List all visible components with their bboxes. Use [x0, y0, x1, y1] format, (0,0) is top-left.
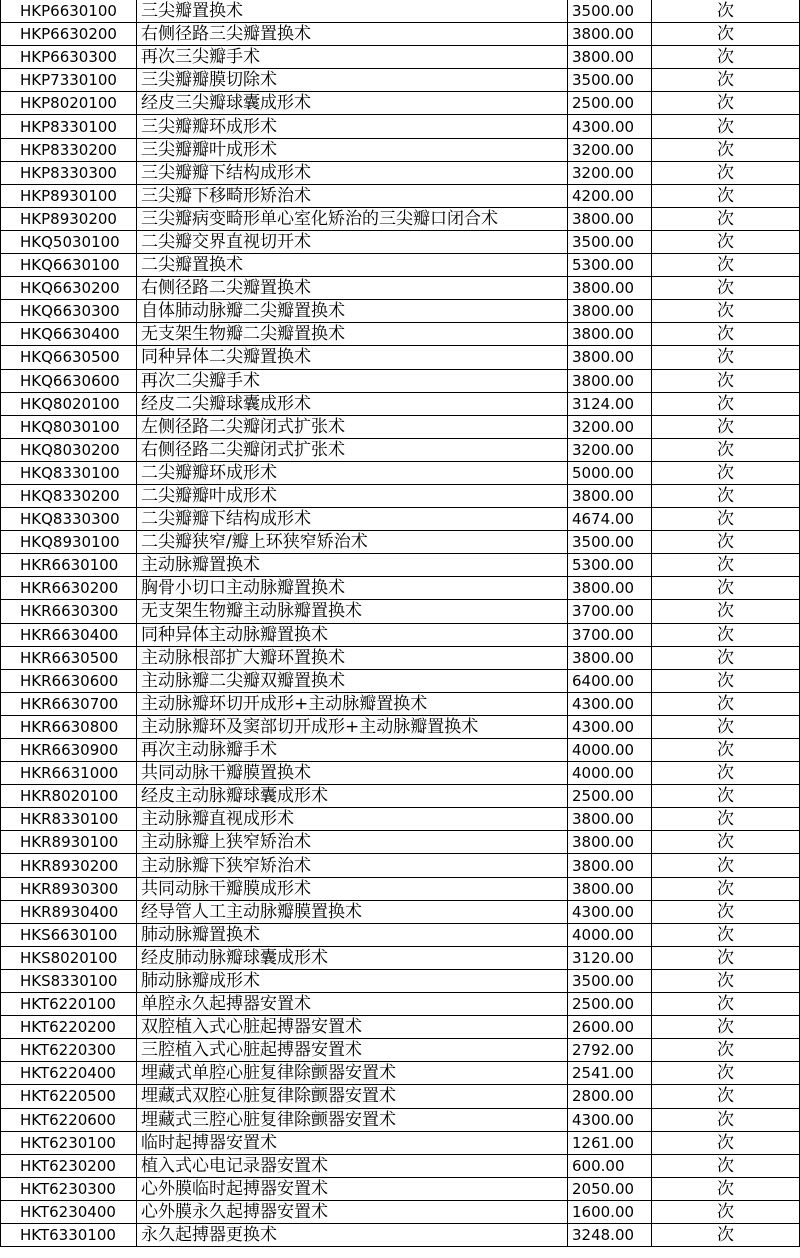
item-name-cell: 三尖瓣病变畸形单心室化矫治的三尖瓣口闭合术	[137, 207, 568, 230]
table-row	[1, 531, 800, 554]
item-price-cell: 3200.00	[568, 415, 652, 438]
item-unit-cell: 次	[652, 946, 800, 969]
table-row	[1, 762, 800, 785]
table-row	[1, 438, 800, 461]
item-code-cell: HKR6631000	[1, 762, 137, 785]
table-row	[1, 46, 800, 69]
item-price-cell: 2600.00	[568, 1016, 652, 1039]
item-name-cell: 自体肺动脉瓣二尖瓣置换术	[137, 300, 568, 323]
table-row	[1, 484, 800, 507]
item-code-cell: HKQ8030100	[1, 415, 137, 438]
item-name-cell: 右侧径路二尖瓣闭式扩张术	[137, 438, 568, 461]
item-price-cell: 3120.00	[568, 946, 652, 969]
table-row	[1, 1062, 800, 1085]
table-row	[1, 69, 800, 92]
item-unit-cell: 次	[652, 484, 800, 507]
item-code-cell: HKT6220200	[1, 1016, 137, 1039]
item-code-cell: HKT6230200	[1, 1154, 137, 1177]
table-row	[1, 323, 800, 346]
item-unit-cell: 次	[652, 323, 800, 346]
item-name-cell: 二尖瓣置换术	[137, 254, 568, 277]
table-row	[1, 600, 800, 623]
item-price-cell: 4000.00	[568, 739, 652, 762]
item-name-cell: 三腔植入式心脏起搏器安置术	[137, 1039, 568, 1062]
item-name-cell: 三尖瓣瓣下结构成形术	[137, 161, 568, 184]
item-code-cell: HKQ6630300	[1, 300, 137, 323]
item-price-cell: 3800.00	[568, 346, 652, 369]
item-name-cell: 三尖瓣瓣叶成形术	[137, 138, 568, 161]
item-name-cell: 三尖瓣瓣膜切除术	[137, 69, 568, 92]
item-price-cell: 3800.00	[568, 277, 652, 300]
item-code-cell: HKT6220600	[1, 1108, 137, 1131]
item-name-cell: 三尖瓣瓣环成形术	[137, 115, 568, 138]
item-code-cell: HKP7330100	[1, 69, 137, 92]
item-code-cell: HKP8930100	[1, 184, 137, 207]
item-unit-cell: 次	[652, 300, 800, 323]
item-price-cell: 3800.00	[568, 369, 652, 392]
table-row	[1, 900, 800, 923]
item-code-cell: HKR6630300	[1, 600, 137, 623]
item-code-cell: HKT6220100	[1, 993, 137, 1016]
item-name-cell: 经导管人工主动脉瓣膜置换术	[137, 900, 568, 923]
table-row	[1, 969, 800, 992]
item-price-cell: 2500.00	[568, 785, 652, 808]
item-name-cell: 无支架生物瓣主动脉瓣置换术	[137, 600, 568, 623]
item-price-cell: 2050.00	[568, 1177, 652, 1200]
item-name-cell: 二尖瓣瓣环成形术	[137, 461, 568, 484]
item-name-cell: 主动脉瓣置换术	[137, 554, 568, 577]
table-row	[1, 923, 800, 946]
item-code-cell: HKQ8330200	[1, 484, 137, 507]
item-price-cell: 2541.00	[568, 1062, 652, 1085]
item-price-cell: 4300.00	[568, 715, 652, 738]
item-code-cell: HKR8930200	[1, 854, 137, 877]
item-name-cell: 主动脉瓣环及窦部切开成形+主动脉瓣置换术	[137, 715, 568, 738]
item-price-cell: 3800.00	[568, 323, 652, 346]
table-row	[1, 300, 800, 323]
item-unit-cell: 次	[652, 1016, 800, 1039]
item-unit-cell: 次	[652, 623, 800, 646]
item-unit-cell: 次	[652, 69, 800, 92]
item-code-cell: HKS6630100	[1, 923, 137, 946]
item-name-cell: 经皮主动脉瓣球囊成形术	[137, 785, 568, 808]
table-row	[1, 415, 800, 438]
item-price-cell: 1600.00	[568, 1200, 652, 1223]
item-unit-cell: 次	[652, 785, 800, 808]
item-code-cell: HKQ6630600	[1, 369, 137, 392]
table-row	[1, 854, 800, 877]
item-price-cell: 4200.00	[568, 184, 652, 207]
item-name-cell: 埋藏式三腔心脏复律除颤器安置术	[137, 1108, 568, 1131]
item-code-cell: HKQ8930100	[1, 531, 137, 554]
table-row	[1, 92, 800, 115]
item-name-cell: 永久起搏器更换术	[137, 1223, 568, 1246]
item-name-cell: 肺动脉瓣成形术	[137, 969, 568, 992]
item-code-cell: HKR6630200	[1, 577, 137, 600]
item-price-cell: 3500.00	[568, 0, 652, 23]
item-code-cell: HKQ8030200	[1, 438, 137, 461]
item-code-cell: HKR8330100	[1, 808, 137, 831]
item-code-cell: HKT6230100	[1, 1131, 137, 1154]
item-unit-cell: 次	[652, 0, 800, 23]
item-name-cell: 主动脉瓣二尖瓣双瓣置换术	[137, 669, 568, 692]
item-unit-cell: 次	[652, 115, 800, 138]
item-price-cell: 5300.00	[568, 554, 652, 577]
item-unit-cell: 次	[652, 1177, 800, 1200]
item-unit-cell: 次	[652, 415, 800, 438]
item-name-cell: 主动脉瓣下狭窄矫治术	[137, 854, 568, 877]
table-row	[1, 392, 800, 415]
item-code-cell: HKS8020100	[1, 946, 137, 969]
item-price-cell: 3800.00	[568, 646, 652, 669]
item-unit-cell: 次	[652, 1131, 800, 1154]
item-name-cell: 经皮三尖瓣球囊成形术	[137, 92, 568, 115]
item-code-cell: HKT6230400	[1, 1200, 137, 1223]
item-name-cell: 主动脉瓣环切开成形+主动脉瓣置换术	[137, 692, 568, 715]
item-code-cell: HKP8330100	[1, 115, 137, 138]
table-row	[1, 669, 800, 692]
item-code-cell: HKT6220400	[1, 1062, 137, 1085]
table-row	[1, 161, 800, 184]
item-unit-cell: 次	[652, 854, 800, 877]
item-name-cell: 植入式心电记录器安置术	[137, 1154, 568, 1177]
item-price-cell: 3800.00	[568, 484, 652, 507]
table-row	[1, 877, 800, 900]
item-code-cell: HKR6630900	[1, 739, 137, 762]
item-code-cell: HKQ6630100	[1, 254, 137, 277]
item-price-cell: 4674.00	[568, 508, 652, 531]
item-name-cell: 无支架生物瓣二尖瓣置换术	[137, 323, 568, 346]
table-row	[1, 1200, 800, 1223]
table-row	[1, 739, 800, 762]
item-price-cell: 3248.00	[568, 1223, 652, 1246]
item-name-cell: 经皮二尖瓣球囊成形术	[137, 392, 568, 415]
item-price-cell: 3800.00	[568, 207, 652, 230]
item-code-cell: HKS8330100	[1, 969, 137, 992]
item-unit-cell: 次	[652, 1154, 800, 1177]
item-code-cell: HKQ6630500	[1, 346, 137, 369]
item-code-cell: HKQ8330300	[1, 508, 137, 531]
item-unit-cell: 次	[652, 1223, 800, 1246]
item-unit-cell: 次	[652, 346, 800, 369]
item-unit-cell: 次	[652, 369, 800, 392]
item-name-cell: 左侧径路二尖瓣闭式扩张术	[137, 415, 568, 438]
item-unit-cell: 次	[652, 161, 800, 184]
item-unit-cell: 次	[652, 1200, 800, 1223]
fee-table-body	[1, 0, 800, 1247]
item-name-cell: 二尖瓣狭窄/瓣上环狭窄矫治术	[137, 531, 568, 554]
item-name-cell: 同种异体二尖瓣置换术	[137, 346, 568, 369]
item-unit-cell: 次	[652, 254, 800, 277]
item-price-cell: 3800.00	[568, 577, 652, 600]
item-price-cell: 3124.00	[568, 392, 652, 415]
item-name-cell: 埋藏式双腔心脏复律除颤器安置术	[137, 1085, 568, 1108]
item-code-cell: HKP6630100	[1, 0, 137, 23]
item-code-cell: HKQ6630400	[1, 323, 137, 346]
item-price-cell: 4300.00	[568, 900, 652, 923]
item-code-cell: HKR8020100	[1, 785, 137, 808]
item-name-cell: 二尖瓣瓣下结构成形术	[137, 508, 568, 531]
table-row	[1, 230, 800, 253]
item-name-cell: 双腔植入式心脏起搏器安置术	[137, 1016, 568, 1039]
item-price-cell: 5300.00	[568, 254, 652, 277]
table-row	[1, 0, 800, 23]
item-name-cell: 二尖瓣交界直视切开术	[137, 230, 568, 253]
item-code-cell: HKR6630800	[1, 715, 137, 738]
table-row	[1, 554, 800, 577]
item-name-cell: 再次主动脉瓣手术	[137, 739, 568, 762]
table-row	[1, 254, 800, 277]
item-code-cell: HKP6630200	[1, 23, 137, 46]
item-unit-cell: 次	[652, 831, 800, 854]
item-price-cell: 3800.00	[568, 808, 652, 831]
item-price-cell: 5000.00	[568, 461, 652, 484]
item-price-cell: 3200.00	[568, 161, 652, 184]
item-unit-cell: 次	[652, 877, 800, 900]
item-name-cell: 胸骨小切口主动脉瓣置换术	[137, 577, 568, 600]
item-code-cell: HKR6630600	[1, 669, 137, 692]
item-code-cell: HKQ8330100	[1, 461, 137, 484]
item-code-cell: HKT6220500	[1, 1085, 137, 1108]
item-price-cell: 3200.00	[568, 438, 652, 461]
item-unit-cell: 次	[652, 184, 800, 207]
item-price-cell: 3500.00	[568, 531, 652, 554]
table-row	[1, 207, 800, 230]
item-unit-cell: 次	[652, 1085, 800, 1108]
item-unit-cell: 次	[652, 1039, 800, 1062]
item-price-cell: 3500.00	[568, 969, 652, 992]
item-price-cell: 2500.00	[568, 993, 652, 1016]
item-name-cell: 主动脉瓣直视成形术	[137, 808, 568, 831]
table-row	[1, 646, 800, 669]
item-unit-cell: 次	[652, 277, 800, 300]
item-name-cell: 心外膜永久起搏器安置术	[137, 1200, 568, 1223]
item-unit-cell: 次	[652, 554, 800, 577]
item-price-cell: 600.00	[568, 1154, 652, 1177]
item-name-cell: 心外膜临时起搏器安置术	[137, 1177, 568, 1200]
table-row	[1, 692, 800, 715]
item-price-cell: 3500.00	[568, 69, 652, 92]
table-row	[1, 1223, 800, 1246]
item-price-cell: 2800.00	[568, 1085, 652, 1108]
item-unit-cell: 次	[652, 46, 800, 69]
item-unit-cell: 次	[652, 438, 800, 461]
item-price-cell: 3200.00	[568, 138, 652, 161]
item-name-cell: 肺动脉瓣置换术	[137, 923, 568, 946]
item-price-cell: 3500.00	[568, 230, 652, 253]
item-price-cell: 3800.00	[568, 300, 652, 323]
item-price-cell: 4300.00	[568, 1108, 652, 1131]
item-code-cell: HKT6230300	[1, 1177, 137, 1200]
table-row	[1, 715, 800, 738]
table-row	[1, 623, 800, 646]
table-row	[1, 23, 800, 46]
table-row	[1, 1039, 800, 1062]
item-name-cell: 右侧径路三尖瓣置换术	[137, 23, 568, 46]
item-unit-cell: 次	[652, 1062, 800, 1085]
table-row	[1, 346, 800, 369]
table-row	[1, 808, 800, 831]
item-unit-cell: 次	[652, 531, 800, 554]
item-code-cell: HKR6630100	[1, 554, 137, 577]
table-row	[1, 946, 800, 969]
item-name-cell: 主动脉瓣上狭窄矫治术	[137, 831, 568, 854]
item-code-cell: HKP8330200	[1, 138, 137, 161]
item-unit-cell: 次	[652, 207, 800, 230]
item-price-cell: 2792.00	[568, 1039, 652, 1062]
table-row	[1, 461, 800, 484]
table-row	[1, 1177, 800, 1200]
item-price-cell: 4300.00	[568, 115, 652, 138]
item-name-cell: 经皮肺动脉瓣球囊成形术	[137, 946, 568, 969]
item-price-cell: 3800.00	[568, 854, 652, 877]
item-unit-cell: 次	[652, 969, 800, 992]
item-code-cell: HKP6630300	[1, 46, 137, 69]
item-code-cell: HKP8930200	[1, 207, 137, 230]
item-code-cell: HKQ8020100	[1, 392, 137, 415]
item-unit-cell: 次	[652, 993, 800, 1016]
table-row	[1, 785, 800, 808]
item-code-cell: HKR6630500	[1, 646, 137, 669]
table-row	[1, 1016, 800, 1039]
item-code-cell: HKR6630700	[1, 692, 137, 715]
item-price-cell: 3700.00	[568, 623, 652, 646]
table-row	[1, 184, 800, 207]
item-price-cell: 3800.00	[568, 23, 652, 46]
item-unit-cell: 次	[652, 600, 800, 623]
item-price-cell: 4000.00	[568, 923, 652, 946]
table-row	[1, 369, 800, 392]
table-row	[1, 993, 800, 1016]
item-name-cell: 二尖瓣瓣叶成形术	[137, 484, 568, 507]
item-name-cell: 临时起搏器安置术	[137, 1131, 568, 1154]
item-unit-cell: 次	[652, 23, 800, 46]
item-name-cell: 右侧径路二尖瓣置换术	[137, 277, 568, 300]
item-name-cell: 三尖瓣下移畸形矫治术	[137, 184, 568, 207]
item-unit-cell: 次	[652, 646, 800, 669]
table-row	[1, 1154, 800, 1177]
item-unit-cell: 次	[652, 230, 800, 253]
item-price-cell: 2500.00	[568, 92, 652, 115]
item-name-cell: 共同动脉干瓣膜成形术	[137, 877, 568, 900]
item-code-cell: HKR8930100	[1, 831, 137, 854]
item-name-cell: 单腔永久起搏器安置术	[137, 993, 568, 1016]
item-price-cell: 3800.00	[568, 877, 652, 900]
item-unit-cell: 次	[652, 92, 800, 115]
table-row	[1, 138, 800, 161]
item-code-cell: HKT6220300	[1, 1039, 137, 1062]
item-unit-cell: 次	[652, 923, 800, 946]
item-price-cell: 3800.00	[568, 46, 652, 69]
item-code-cell: HKR8930400	[1, 900, 137, 923]
item-unit-cell: 次	[652, 508, 800, 531]
table-row	[1, 1131, 800, 1154]
item-price-cell: 1261.00	[568, 1131, 652, 1154]
item-price-cell: 6400.00	[568, 669, 652, 692]
table-row	[1, 1085, 800, 1108]
item-unit-cell: 次	[652, 762, 800, 785]
item-name-cell: 三尖瓣置换术	[137, 0, 568, 23]
table-row	[1, 1108, 800, 1131]
item-code-cell: HKQ6630200	[1, 277, 137, 300]
item-unit-cell: 次	[652, 669, 800, 692]
item-code-cell: HKP8330300	[1, 161, 137, 184]
item-unit-cell: 次	[652, 715, 800, 738]
item-code-cell: HKR8930300	[1, 877, 137, 900]
item-price-cell: 3700.00	[568, 600, 652, 623]
item-name-cell: 共同动脉干瓣膜置换术	[137, 762, 568, 785]
item-name-cell: 再次三尖瓣手术	[137, 46, 568, 69]
item-unit-cell: 次	[652, 577, 800, 600]
item-code-cell: HKT6330100	[1, 1223, 137, 1246]
item-price-cell: 3800.00	[568, 831, 652, 854]
item-code-cell: HKQ5030100	[1, 230, 137, 253]
table-row	[1, 508, 800, 531]
item-unit-cell: 次	[652, 138, 800, 161]
table-row	[1, 115, 800, 138]
table-row	[1, 277, 800, 300]
table-row	[1, 831, 800, 854]
item-unit-cell: 次	[652, 461, 800, 484]
item-name-cell: 埋藏式单腔心脏复律除颤器安置术	[137, 1062, 568, 1085]
item-unit-cell: 次	[652, 808, 800, 831]
item-code-cell: HKP8020100	[1, 92, 137, 115]
item-unit-cell: 次	[652, 392, 800, 415]
item-unit-cell: 次	[652, 739, 800, 762]
item-price-cell: 4000.00	[568, 762, 652, 785]
item-unit-cell: 次	[652, 692, 800, 715]
item-name-cell: 再次二尖瓣手术	[137, 369, 568, 392]
item-name-cell: 同种异体主动脉瓣置换术	[137, 623, 568, 646]
item-price-cell: 4300.00	[568, 692, 652, 715]
item-code-cell: HKR6630400	[1, 623, 137, 646]
item-name-cell: 主动脉根部扩大瓣环置换术	[137, 646, 568, 669]
table-row	[1, 577, 800, 600]
item-unit-cell: 次	[652, 900, 800, 923]
item-unit-cell: 次	[652, 1108, 800, 1131]
